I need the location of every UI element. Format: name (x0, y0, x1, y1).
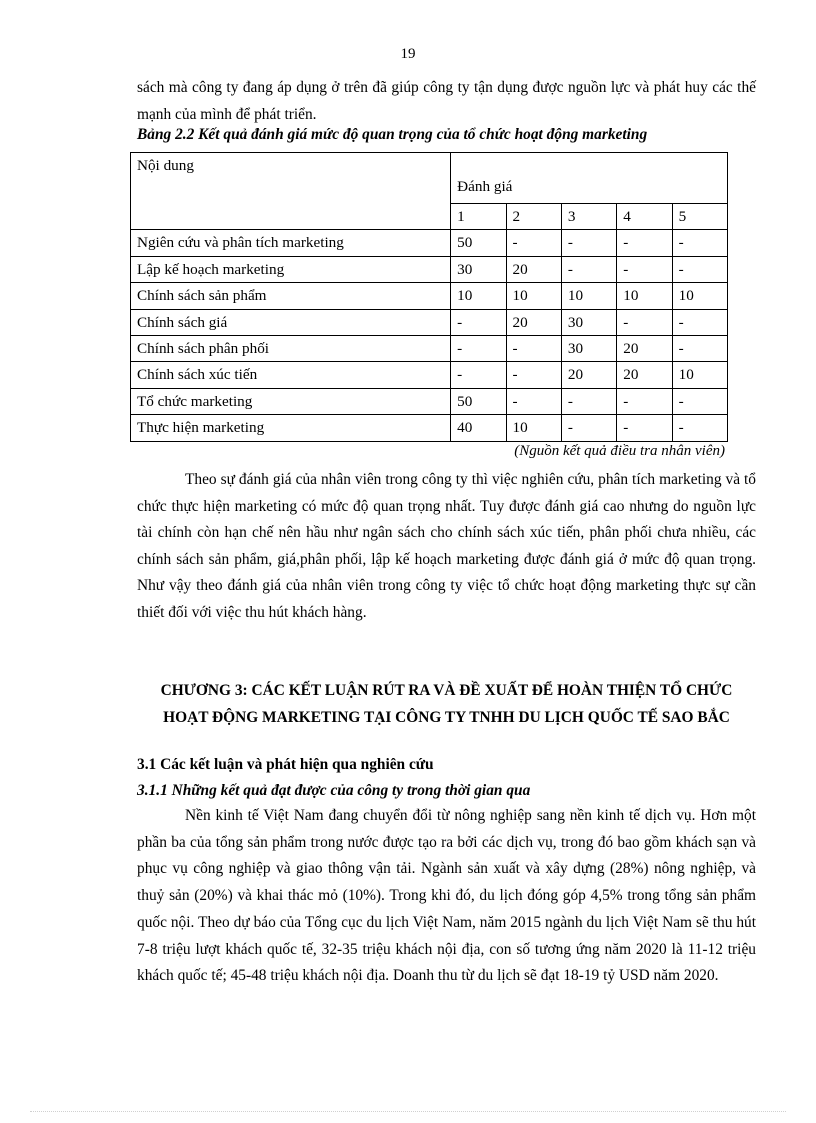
row-label: Chính sách phân phối (131, 335, 451, 361)
rating-column-header: 3 (561, 204, 616, 230)
rating-value-cell: - (506, 335, 561, 361)
rating-value-cell: 50 (451, 230, 506, 256)
rating-value-cell: - (506, 230, 561, 256)
table-row (131, 415, 728, 441)
page-number: 19 (400, 46, 416, 62)
subsection-heading: 3.1.1 Những kết quả đạt được của công ty trong thời gian qua (137, 782, 531, 799)
rating-value-cell: - (506, 362, 561, 388)
table-row (131, 309, 728, 335)
table-header-row (131, 153, 728, 204)
intro-paragraph: sách mà công ty đang áp dụng ở trên đã giúp công ty tận dụng được nguồn lực và phát huy các thế mạnh của mình để phát triển. (137, 79, 756, 123)
rating-value-cell: - (451, 335, 506, 361)
table-row (131, 256, 728, 282)
row-label: Chính sách giá (131, 309, 451, 335)
row-label: Lập kế hoạch marketing (131, 256, 451, 282)
rating-value-cell: - (561, 415, 616, 441)
table-row (131, 283, 728, 309)
source-note: (Nguồn kết quả điều tra nhân viên) (514, 443, 725, 459)
rating-value-cell: - (672, 415, 727, 441)
rating-value-cell: - (451, 362, 506, 388)
rating-value-cell: - (617, 309, 672, 335)
rating-value-cell: - (617, 388, 672, 414)
content-header: Nội dung (137, 157, 194, 174)
rating-value-cell: - (617, 415, 672, 441)
rating-value-cell: 10 (617, 283, 672, 309)
rating-value-cell: 20 (506, 256, 561, 282)
rating-value-cell: 10 (672, 362, 727, 388)
rating-value-cell: - (617, 256, 672, 282)
table-row (131, 362, 728, 388)
rating-value-cell: 10 (672, 283, 727, 309)
rating-value-cell: - (672, 256, 727, 282)
rating-value-cell: 10 (506, 415, 561, 441)
rating-column-header: 2 (506, 204, 561, 230)
rating-value-cell: - (672, 388, 727, 414)
row-label: Chính sách xúc tiến (131, 362, 451, 388)
rating-column-header: 1 (451, 204, 506, 230)
rating-value-cell: - (672, 335, 727, 361)
rating-value-cell: 20 (506, 309, 561, 335)
section-heading: 3.1 Các kết luận và phát hiện qua nghiên cứu (137, 756, 434, 773)
rating-column-header: 5 (672, 204, 727, 230)
analysis-paragraph: Theo sự đánh giá của nhân viên trong công ty thì việc nghiên cứu, phân tích marketing và tổ chức thực hiện marketing có mức độ quan trọng nhất. Tuy được đánh giá cao nhưng do nguồn lực tài chính còn hạn chế nên hầu như ngân sách cho chính sách xúc tiến, phân phối chưa nhiều, các chính sách sản phẩm, giá,phân phối, lập kế hoạch marketing được đánh giá ở mức độ quan trọng. Như vậy theo đánh giá của nhân viên trong công ty việc tổ chức hoạt động marketing thực sự cần thiết đối với việc thu hút khách hàng. (137, 471, 756, 621)
rating-value-cell: 30 (561, 335, 616, 361)
rating-value-cell: 20 (561, 362, 616, 388)
rating-value-cell: 50 (451, 388, 506, 414)
content-header-cell (131, 153, 451, 230)
rating-column-header: 4 (617, 204, 672, 230)
row-label: Tổ chức marketing (131, 388, 451, 414)
table-row (131, 388, 728, 414)
rating-value-cell: - (451, 309, 506, 335)
rating-value-cell: 20 (617, 335, 672, 361)
rating-value-cell: 30 (561, 309, 616, 335)
rating-value-cell: 10 (506, 283, 561, 309)
table-row (131, 335, 728, 361)
rating-value-cell: - (561, 388, 616, 414)
evaluation-table (130, 152, 728, 442)
table-row (131, 230, 728, 256)
row-label: Thực hiện marketing (131, 415, 451, 441)
chapter-title: CHƯƠNG 3: CÁC KẾT LUẬN RÚT RA VÀ ĐỀ XUẤT ĐỂ HOÀN THIỆN TỔ CHỨC HOẠT ĐỘNG MARKETING TẠI CÔNG TY TNHH DU LỊCH QUỐC TẾ SAO BẮC (160, 682, 733, 726)
rating-value-cell: 30 (451, 256, 506, 282)
rating-value-cell: - (561, 230, 616, 256)
rating-value-cell: - (672, 230, 727, 256)
rating-value-cell: 10 (451, 283, 506, 309)
rating-value-cell: - (561, 256, 616, 282)
rating-value-cell: - (672, 309, 727, 335)
rating-value-cell: 10 (561, 283, 616, 309)
row-label: Chính sách sản phẩm (131, 283, 451, 309)
rating-value-cell: - (506, 388, 561, 414)
body-paragraph: Nền kinh tế Việt Nam đang chuyển đổi từ nông nghiệp sang nền kinh tế dịch vụ. Hơn một phần ba của tổng sản phẩm trong nước được tạo ra bởi các dịch vụ, trong đó bao gồm khách sạn và phục vụ công nghiệp và giao thông vận tải. Ngành sản xuất và xây dựng (28%) nông nghiệp, và thuỷ sản (20%) và khai thác mỏ (10%). Trong khi đó, du lịch đóng góp 4,5% trong tổng sản phẩm quốc nội. Theo dự báo của Tổng cục du lịch Việt Nam, năm 2015 ngành du lịch Việt Nam sẽ thu hút 7-8 triệu lượt khách quốc tế, 32-35 triệu khách nội địa, con số tương ứng năm 2020 là 11-12 triệu khách quốc tế; 45-48 triệu khách nội địa. Doanh thu từ du lịch sẽ đạt 18-19 tỷ USD năm 2020. (137, 807, 756, 985)
rating-value-cell: 40 (451, 415, 506, 441)
page-bottom-rule (30, 1111, 786, 1112)
rating-value-cell: - (617, 230, 672, 256)
table-caption: Bảng 2.2 Kết quả đánh giá mức độ quan trọng của tổ chức hoạt động marketing (137, 126, 648, 143)
row-label: Ngiên cứu và phân tích marketing (131, 230, 451, 256)
rating-header-cell (451, 153, 728, 204)
rating-header: Đánh giá (457, 178, 513, 195)
rating-value-cell: 20 (617, 362, 672, 388)
